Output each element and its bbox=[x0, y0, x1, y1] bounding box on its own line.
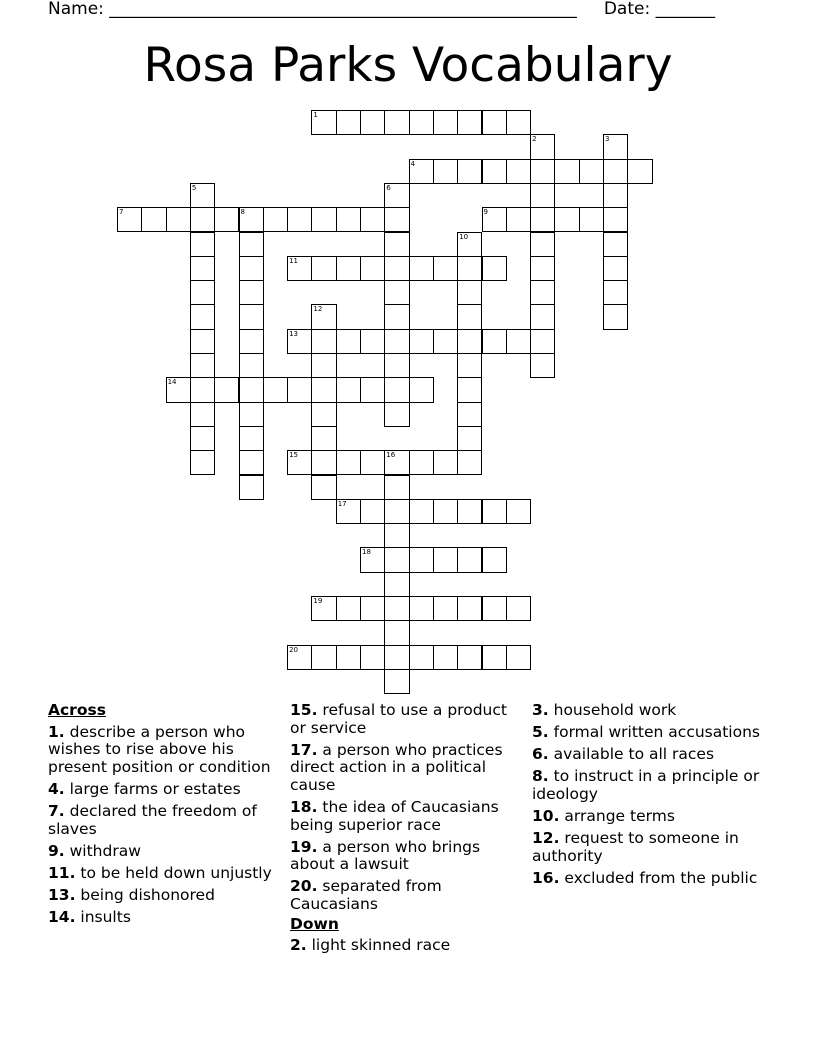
grid-cell[interactable] bbox=[384, 572, 409, 597]
cell-number: 4 bbox=[410, 159, 416, 168]
clue-down-3: 3. household work bbox=[532, 701, 677, 719]
grid-cell[interactable] bbox=[433, 110, 458, 135]
cell-number: 10 bbox=[459, 232, 469, 241]
clue-down-10: 10. arrange terms bbox=[532, 806, 675, 825]
grid-cell[interactable] bbox=[311, 377, 336, 402]
grid-cell[interactable] bbox=[457, 402, 482, 427]
cell-number: 3 bbox=[605, 135, 610, 144]
grid-cell[interactable] bbox=[190, 426, 215, 451]
grid-cell[interactable] bbox=[239, 280, 264, 305]
grid-cell[interactable] bbox=[603, 207, 628, 232]
cell-number: 7 bbox=[119, 208, 124, 217]
grid-cell[interactable] bbox=[603, 304, 628, 329]
grid-cell[interactable] bbox=[409, 110, 434, 135]
grid-cell[interactable] bbox=[141, 207, 166, 232]
grid-cell[interactable] bbox=[530, 304, 555, 329]
grid-cell[interactable] bbox=[239, 304, 264, 329]
clue-across-17: 17. a person who practices direct action in a political cause bbox=[290, 740, 503, 794]
clue-across-11: 11. to be held down unjustly bbox=[48, 863, 272, 882]
grid-cell[interactable] bbox=[579, 207, 604, 232]
cell-number: 2 bbox=[532, 135, 537, 144]
name-blank: _______________________________________________________ bbox=[109, 0, 577, 19]
grid-cell[interactable] bbox=[360, 110, 385, 135]
grid-cell[interactable] bbox=[457, 110, 482, 135]
grid-cell[interactable] bbox=[190, 280, 215, 305]
clue-across-20: 20. separated from Caucasians bbox=[290, 877, 442, 913]
cell-number: 15 bbox=[289, 451, 299, 460]
date-label: Date: bbox=[603, 0, 651, 19]
grid-cell[interactable] bbox=[360, 499, 385, 524]
grid-cell[interactable] bbox=[190, 377, 215, 402]
grid-cell[interactable] bbox=[311, 353, 336, 378]
cell-number: 18 bbox=[362, 548, 371, 557]
grid-cell[interactable] bbox=[627, 159, 652, 184]
grid-cell[interactable] bbox=[360, 329, 385, 354]
grid-cell[interactable] bbox=[384, 499, 409, 524]
grid-cell[interactable] bbox=[336, 645, 361, 670]
grid-cell[interactable] bbox=[506, 110, 531, 135]
grid-cell[interactable] bbox=[506, 596, 531, 621]
grid-cell[interactable] bbox=[482, 547, 507, 572]
grid-cell[interactable] bbox=[336, 110, 361, 135]
grid-cell[interactable] bbox=[530, 232, 555, 257]
clue-down-2: 2. light skinned race bbox=[290, 936, 451, 955]
grid-cell[interactable] bbox=[603, 232, 628, 257]
grid-cell[interactable] bbox=[457, 280, 482, 305]
grid-cell[interactable] bbox=[214, 377, 239, 402]
grid-cell[interactable] bbox=[409, 645, 434, 670]
clue-column-2 bbox=[290, 702, 522, 959]
grid-cell[interactable] bbox=[166, 207, 191, 232]
cell-number: 5 bbox=[191, 183, 197, 192]
grid-cell[interactable] bbox=[384, 645, 409, 670]
grid-cell[interactable] bbox=[239, 402, 264, 427]
page-title: Rosa Parks Vocabulary bbox=[143, 38, 673, 93]
grid-cell[interactable] bbox=[433, 547, 458, 572]
grid-cell[interactable] bbox=[409, 450, 434, 475]
grid-cell[interactable] bbox=[457, 499, 482, 524]
grid-cell[interactable] bbox=[360, 377, 385, 402]
grid-cell[interactable] bbox=[384, 304, 409, 329]
grid-cell[interactable] bbox=[239, 329, 264, 354]
grid-cell[interactable] bbox=[433, 450, 458, 475]
grid-cell[interactable] bbox=[311, 450, 336, 475]
cell-number: 19 bbox=[313, 597, 323, 605]
grid-cell[interactable] bbox=[384, 669, 409, 694]
grid-cell[interactable] bbox=[336, 377, 361, 402]
clue-column-1 bbox=[48, 702, 284, 931]
grid-cell[interactable] bbox=[336, 207, 361, 232]
grid-cell[interactable] bbox=[530, 207, 555, 232]
grid-cell[interactable] bbox=[360, 450, 385, 475]
cell-number: 16 bbox=[386, 451, 396, 460]
clue-across-13: 13. being dishonored bbox=[48, 885, 215, 904]
grid-cell[interactable] bbox=[190, 256, 215, 281]
grid-cell[interactable] bbox=[457, 547, 482, 572]
grid-cell[interactable] bbox=[263, 377, 288, 402]
grid-cell[interactable] bbox=[457, 304, 482, 329]
clue-across-4: 4. large farms or estates bbox=[48, 779, 241, 798]
grid-cell[interactable] bbox=[384, 329, 409, 354]
grid-cell[interactable] bbox=[311, 207, 336, 232]
clue-down-8: 8. to instruct in a principle or ideology bbox=[532, 767, 760, 803]
down-heading: Down bbox=[290, 914, 339, 933]
grid-cell[interactable] bbox=[239, 475, 264, 500]
grid-cell[interactable] bbox=[336, 596, 361, 621]
grid-cell[interactable] bbox=[384, 256, 409, 281]
grid-cell[interactable] bbox=[384, 523, 409, 548]
grid-cell[interactable] bbox=[287, 377, 312, 402]
grid-cell[interactable] bbox=[239, 426, 264, 451]
grid-cell[interactable] bbox=[360, 645, 385, 670]
grid-cell[interactable] bbox=[457, 353, 482, 378]
clue-down-6: 6. available to all races bbox=[532, 745, 715, 764]
grid-cell[interactable] bbox=[409, 596, 434, 621]
grid-cell[interactable] bbox=[311, 256, 336, 281]
grid-cell[interactable] bbox=[530, 256, 555, 281]
grid-cell[interactable] bbox=[506, 499, 531, 524]
grid-cell[interactable] bbox=[409, 547, 434, 572]
grid-cell[interactable] bbox=[506, 159, 531, 184]
grid-cell[interactable] bbox=[360, 207, 385, 232]
cell-number: 20 bbox=[289, 645, 299, 654]
grid-cell[interactable] bbox=[190, 232, 215, 257]
grid-cell[interactable] bbox=[433, 329, 458, 354]
grid-cell[interactable] bbox=[239, 256, 264, 281]
clue-across-14: 14. insults bbox=[48, 907, 131, 926]
grid-cell[interactable] bbox=[384, 280, 409, 305]
grid-cell[interactable] bbox=[384, 547, 409, 572]
grid-cell[interactable] bbox=[190, 304, 215, 329]
grid-cell[interactable] bbox=[311, 645, 336, 670]
grid-cell[interactable] bbox=[433, 256, 458, 281]
grid-cell[interactable] bbox=[530, 329, 555, 354]
grid-cell[interactable] bbox=[482, 329, 507, 354]
grid-cell[interactable] bbox=[384, 207, 409, 232]
grid-cell[interactable] bbox=[482, 645, 507, 670]
date-blank: _______ bbox=[655, 0, 716, 19]
grid-cell[interactable] bbox=[384, 620, 409, 645]
clue-down-12: 12. request to someone in authority bbox=[532, 829, 739, 865]
clue-down-16: 16. excluded from the public bbox=[532, 868, 758, 887]
grid-cell[interactable] bbox=[336, 329, 361, 354]
grid-cell[interactable] bbox=[384, 353, 409, 378]
cell-number: 17 bbox=[337, 499, 347, 508]
grid-cell[interactable] bbox=[336, 256, 361, 281]
grid-cell[interactable] bbox=[579, 159, 604, 184]
grid-cell[interactable] bbox=[239, 450, 264, 475]
grid-cell[interactable] bbox=[190, 402, 215, 427]
grid-cell[interactable] bbox=[190, 329, 215, 354]
grid-cell[interactable] bbox=[603, 183, 628, 208]
grid-cell[interactable] bbox=[287, 207, 312, 232]
grid-cell[interactable] bbox=[409, 256, 434, 281]
grid-cell[interactable] bbox=[530, 159, 555, 184]
grid-cell[interactable] bbox=[409, 499, 434, 524]
grid-cell[interactable] bbox=[384, 377, 409, 402]
grid-cell[interactable] bbox=[530, 353, 555, 378]
grid-cell[interactable] bbox=[384, 596, 409, 621]
grid-cell[interactable] bbox=[457, 256, 482, 281]
grid-cell[interactable] bbox=[530, 183, 555, 208]
grid-cell[interactable] bbox=[433, 596, 458, 621]
grid-cell[interactable] bbox=[433, 159, 458, 184]
cell-number: 13 bbox=[289, 329, 299, 338]
grid-cell[interactable] bbox=[603, 159, 628, 184]
clue-across-19: 19. a person who brings about a lawsuit bbox=[290, 837, 481, 874]
grid-cell[interactable] bbox=[603, 256, 628, 281]
grid-cell[interactable] bbox=[239, 377, 264, 402]
cell-number: 6 bbox=[386, 183, 391, 192]
cell-number: 14 bbox=[167, 378, 177, 387]
grid-cell[interactable] bbox=[457, 377, 482, 402]
across-heading: Across bbox=[48, 701, 106, 719]
cell-number: 8 bbox=[240, 208, 245, 217]
grid-cell[interactable] bbox=[482, 596, 507, 621]
grid-cell[interactable] bbox=[554, 207, 579, 232]
clue-across-18: 18. the idea of Caucasians being superior race bbox=[290, 797, 499, 834]
grid-cell[interactable] bbox=[239, 232, 264, 257]
clue-across-1: 1. describe a person who wishes to rise above his present position or condition bbox=[48, 722, 271, 776]
grid-cell[interactable] bbox=[482, 110, 507, 135]
clue-down-5: 5. formal written accusations bbox=[532, 723, 760, 742]
grid-cell[interactable] bbox=[530, 280, 555, 305]
clue-across-7: 7. declared the freedom of slaves bbox=[48, 801, 257, 838]
grid-cell[interactable] bbox=[409, 377, 434, 402]
grid-cell[interactable] bbox=[457, 450, 482, 475]
grid-cell[interactable] bbox=[457, 596, 482, 621]
cell-number: 12 bbox=[313, 305, 323, 314]
grid-cell[interactable] bbox=[457, 329, 482, 354]
grid-cell[interactable] bbox=[603, 280, 628, 305]
clue-across-15: 15. refusal to use a product or service bbox=[290, 701, 507, 737]
grid-cell[interactable] bbox=[457, 645, 482, 670]
grid-cell[interactable] bbox=[506, 207, 531, 232]
grid-cell[interactable] bbox=[384, 475, 409, 500]
name-label: Name: bbox=[48, 0, 104, 19]
grid-cell[interactable] bbox=[214, 207, 239, 232]
grid-cell[interactable] bbox=[311, 329, 336, 354]
grid-cell[interactable] bbox=[190, 450, 215, 475]
grid-cell[interactable] bbox=[311, 402, 336, 427]
grid-cell[interactable] bbox=[506, 645, 531, 670]
grid-cell[interactable] bbox=[190, 353, 215, 378]
grid-cell[interactable] bbox=[433, 645, 458, 670]
grid-cell[interactable] bbox=[482, 256, 507, 281]
clue-column-3 bbox=[532, 702, 768, 892]
grid-cell[interactable] bbox=[409, 329, 434, 354]
grid-cell[interactable] bbox=[384, 232, 409, 257]
grid-cell[interactable] bbox=[554, 159, 579, 184]
grid-cell[interactable] bbox=[457, 426, 482, 451]
clue-across-9: 9. withdraw bbox=[48, 841, 141, 860]
cell-number: 1 bbox=[313, 111, 318, 119]
cell-number: 9 bbox=[483, 208, 488, 217]
grid-cell[interactable] bbox=[482, 499, 507, 524]
grid-cell[interactable] bbox=[384, 110, 409, 135]
grid-cell[interactable] bbox=[336, 450, 361, 475]
grid-cell[interactable] bbox=[311, 426, 336, 451]
grid-cell[interactable] bbox=[263, 207, 288, 232]
grid-cell[interactable] bbox=[311, 475, 336, 500]
grid-cell[interactable] bbox=[360, 256, 385, 281]
grid-cell[interactable] bbox=[506, 329, 531, 354]
cell-number: 11 bbox=[289, 256, 299, 265]
grid-cell[interactable] bbox=[190, 207, 215, 232]
grid-cell[interactable] bbox=[384, 402, 409, 427]
grid-cell[interactable] bbox=[360, 596, 385, 621]
grid-cell[interactable] bbox=[457, 159, 482, 184]
grid-cell[interactable] bbox=[433, 499, 458, 524]
grid-cell[interactable] bbox=[482, 159, 507, 184]
grid-cell[interactable] bbox=[239, 353, 264, 378]
